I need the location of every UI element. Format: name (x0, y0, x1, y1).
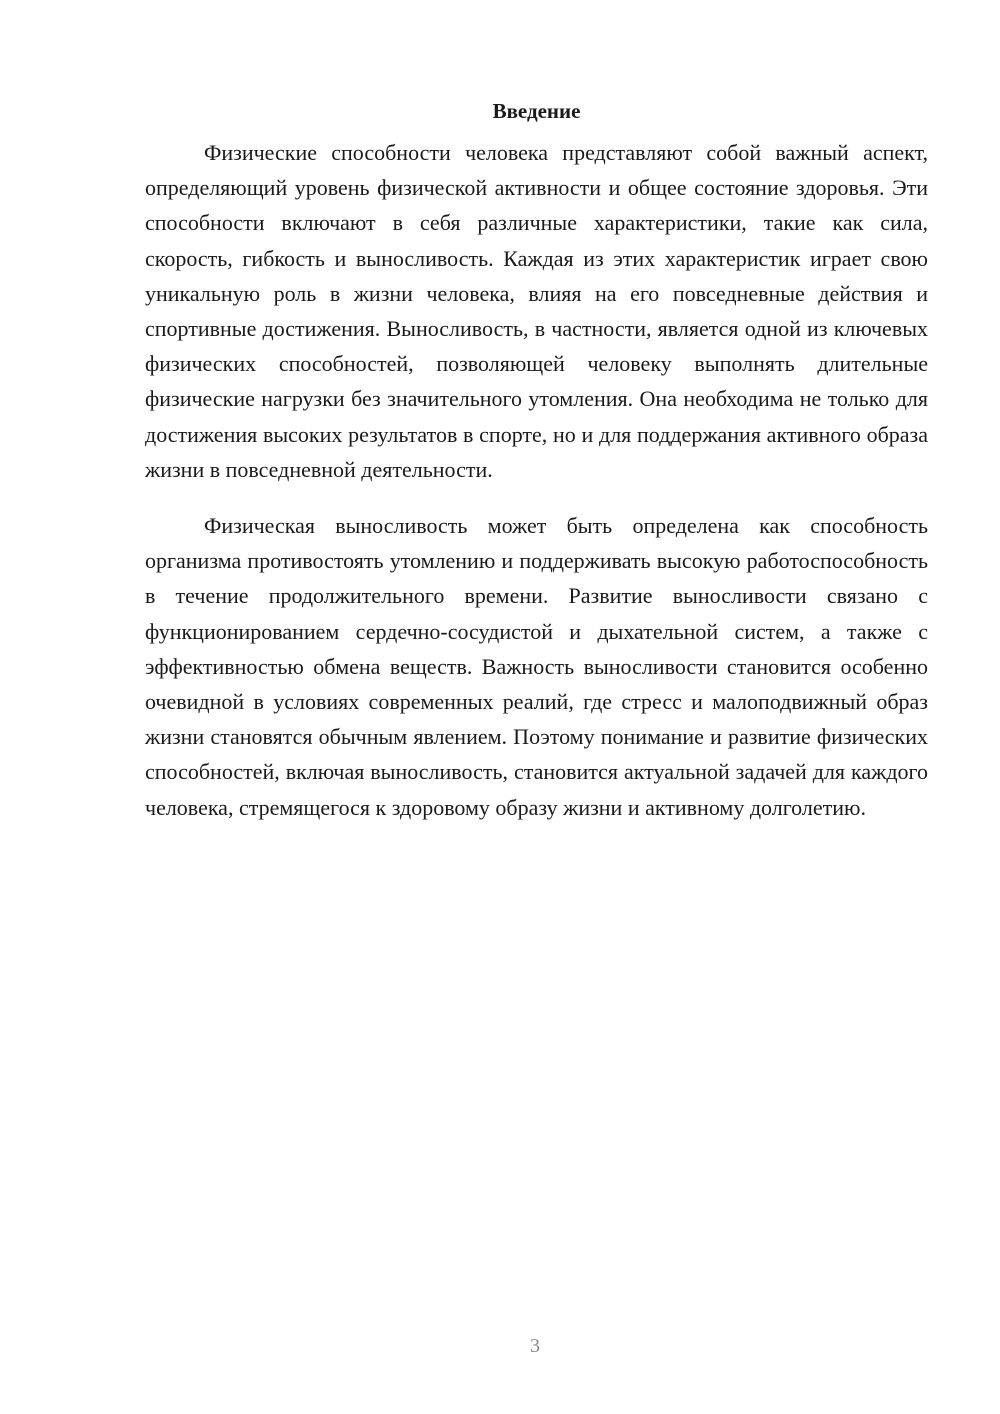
page-number: 3 (530, 1335, 540, 1357)
page-content (145, 96, 928, 825)
paragraph-1: Физические способности человека представляют собой важный аспект, определяющий уровень физической активности и общее состояние здоровья. Эти способности включают в себя различные характеристики, такие как сила, скорость, гибкость и выносливость. Каждая из этих характеристик играет свою уникальную роль в жизни человека, влияя на его повседневные действия и спортивные достижения. Выносливость, в частности, является одной из ключевых физических способностей, позволяющей человеку выполнять длительные физические нагрузки без значительного утомления. Она необходима не только для достижения высоких результатов в спорте, но и для поддержания активного образа жизни в повседневной деятельности. (145, 140, 928, 482)
paragraph-2: Физическая выносливость может быть определена как способность организма противостоять утомлению и поддерживать высокую работоспособность в течение продолжительного времени. Развитие выносливости связано с функционированием сердечно-сосудистой и дыхательной систем, а также с эффективностью обмена веществ. Важность выносливости становится особенно очевидной в условиях современных реалий, где стресс и малоподвижный образ жизни становятся обычным явлением. Поэтому понимание и развитие физических способностей, включая выносливость, становится актуальной задачей для каждого человека, стремящегося к здоровому образу жизни и активному долголетию. (145, 513, 928, 820)
section-title: Введение (492, 99, 581, 123)
